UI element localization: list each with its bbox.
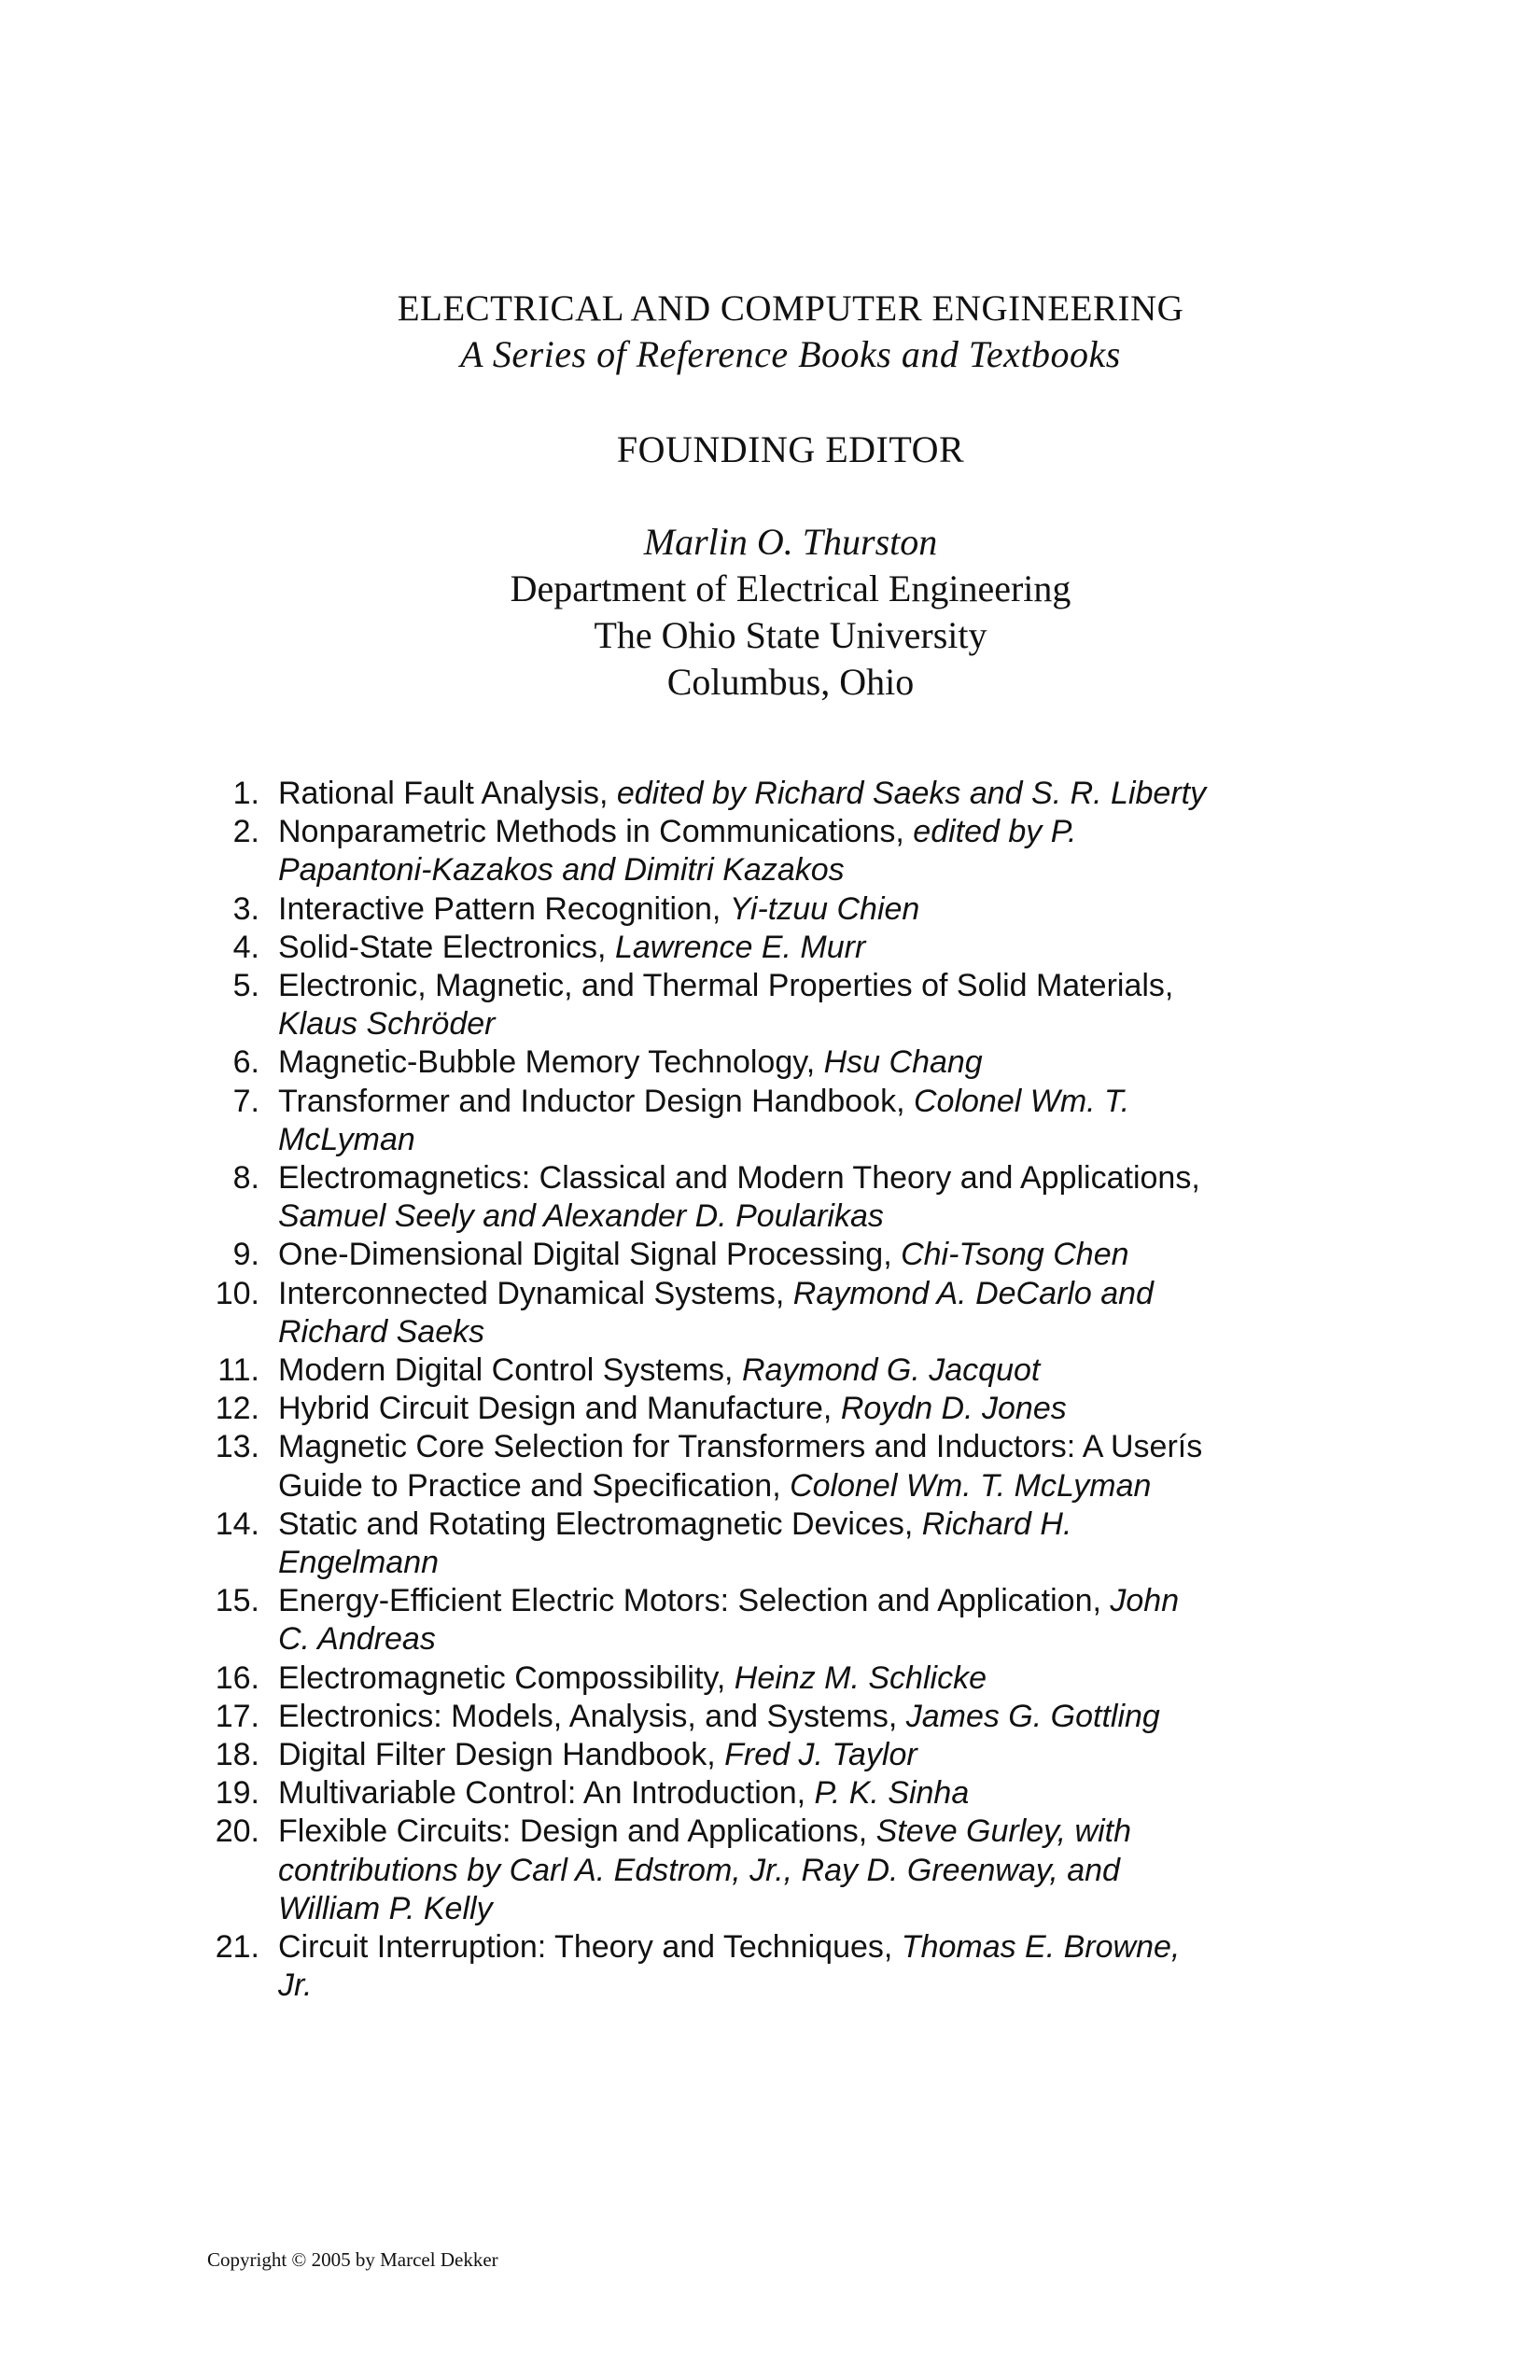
book-item [187,1928,1211,2005]
book-title: Interactive Pattern Recognition, [278,890,721,927]
book-item [187,1582,1211,1659]
book-author: Heinz M. Schlicke [734,1659,987,1696]
editor-name: Marlin O. Thurston [643,521,938,563]
book-author: Samuel Seely and Alexander D. Poularikas [278,1198,884,1235]
book-title: Interconnected Dynamical Systems, [278,1275,785,1311]
book-number: 14. [215,1505,259,1542]
book-list [187,775,1232,2006]
book-number: 15. [215,1583,259,1619]
book-item [187,1043,1211,1082]
book-item [187,929,1211,967]
book-title: Flexible Circuits: Design and Applications, [278,1813,868,1850]
book-item [187,1813,1211,1928]
editor-block [21,519,1540,706]
book-title: Magnetic-Bubble Memory Technology, [278,1044,816,1081]
book-author: Raymond A. DeCarlo and Richard Saeks [278,1275,1154,1350]
book-title: Multivariable Control: An Introduction, [278,1775,806,1812]
book-number: 10. [215,1275,259,1311]
book-number: 11. [217,1352,259,1389]
book-number: 18. [215,1737,259,1773]
book-number: 13. [215,1429,259,1465]
book-number: 1. [232,776,259,811]
book-number: 9. [232,1237,259,1273]
book-author: edited by Richard Saeks and S. R. Liberty [616,776,1207,811]
book-number: 8. [232,1160,259,1197]
book-author: Colonel Wm. T. McLyman [278,1083,1130,1157]
book-number: 5. [232,968,259,1004]
book-author: Yi-tzuu Chien [729,890,920,927]
copyright-notice: Copyright © 2005 by Marcel Dekker [207,2248,498,2271]
book-number: 2. [232,814,259,850]
book-item [187,1505,1211,1582]
book-number: 7. [232,1083,259,1119]
book-author: Roydn D. Jones [840,1391,1067,1427]
book-title: One-Dimensional Digital Signal Processing, [278,1237,892,1273]
book-author: Klaus Schröder [278,1006,496,1043]
book-author: James G. Gottling [905,1698,1160,1734]
book-number: 19. [215,1775,259,1812]
editor-university: The Ohio State University [594,614,987,656]
book-item [187,1390,1211,1428]
book-title: Electromagnetics: Classical and Modern Theory and Applications, [278,1160,1200,1197]
book-title: Solid-State Electronics, [278,929,607,965]
book-number: 16. [215,1659,259,1696]
book-author: Lawrence E. Murr [614,929,866,965]
book-author: Raymond G. Jacquot [741,1352,1041,1389]
book-number: 20. [215,1813,259,1850]
book-title: Transformer and Inductor Design Handbook, [278,1083,905,1119]
book-title: Electronics: Models, Analysis, and Systems, [278,1698,898,1734]
book-item [187,967,1211,1043]
book-author: Thomas E. Browne, Jr. [278,1929,1181,2004]
book-title: Static and Rotating Electromagnetic Devices, [278,1505,914,1542]
book-author: Richard H. Engelmann [278,1505,1072,1581]
book-item [187,1659,1211,1698]
book-number: 6. [232,1044,259,1081]
book-title: Circuit Interruption: Theory and Techniques, [278,1929,893,1966]
series-title: ELECTRICAL AND COMPUTER ENGINEERING [397,288,1184,329]
book-title: Digital Filter Design Handbook, [278,1737,716,1773]
book-number: 21. [215,1929,259,1966]
founding-editor-label: FOUNDING EDITOR [616,428,965,470]
book-item [187,890,1211,929]
book-title: Hybrid Circuit Design and Manufacture, [278,1391,833,1427]
book-title: Rational Fault Analysis, [278,776,609,811]
book-number: 4. [232,929,259,965]
book-number: 17. [215,1698,259,1734]
book-item [187,775,1211,813]
book-item [187,1774,1211,1813]
book-title: Modern Digital Control Systems, [278,1352,734,1389]
book-number: 3. [232,890,259,927]
book-title: Nonparametric Methods in Communications, [278,814,904,850]
book-number: 12. [215,1391,259,1427]
book-author: Colonel Wm. T. McLyman [790,1467,1152,1504]
editor-location: Columbus, Ohio [666,661,915,703]
book-item [187,813,1211,889]
book-item [187,1736,1211,1774]
book-author: P. K. Sinha [814,1775,970,1812]
book-item [187,1351,1211,1390]
book-author: Chi-Tsong Chen [901,1237,1129,1273]
book-author: John C. Andreas [278,1583,1180,1658]
series-subtitle: A Series of Reference Books and Textbooks [460,333,1121,375]
book-item [187,1236,1211,1274]
editor-department: Department of Electrical Engineering [510,567,1071,609]
book-item [187,1159,1211,1236]
book-author: Hsu Chang [823,1044,983,1081]
book-title: Energy-Efficient Electric Motors: Selection and Application, [278,1583,1101,1619]
book-author: Fred J. Taylor [724,1737,917,1773]
book-item [187,1275,1211,1351]
book-item [187,1698,1211,1736]
book-item [187,1083,1211,1159]
book-author: Steve Gurley, with contributions by Carl A. Edstrom, Jr., Ray D. Greenway, and William P. Kelly [278,1813,1132,1926]
book-item [187,1428,1211,1505]
book-author: edited by P. Papantoni-Kazakos and Dimitri Kazakos [278,814,1077,889]
book-title: Electronic, Magnetic, and Thermal Properties of Solid Materials, [278,968,1174,1004]
book-title: Magnetic Core Selection for Transformers and Inductors: A Userís Guide to Practice and Specification, [278,1429,1203,1504]
book-title: Electromagnetic Compossibility, [278,1659,726,1696]
